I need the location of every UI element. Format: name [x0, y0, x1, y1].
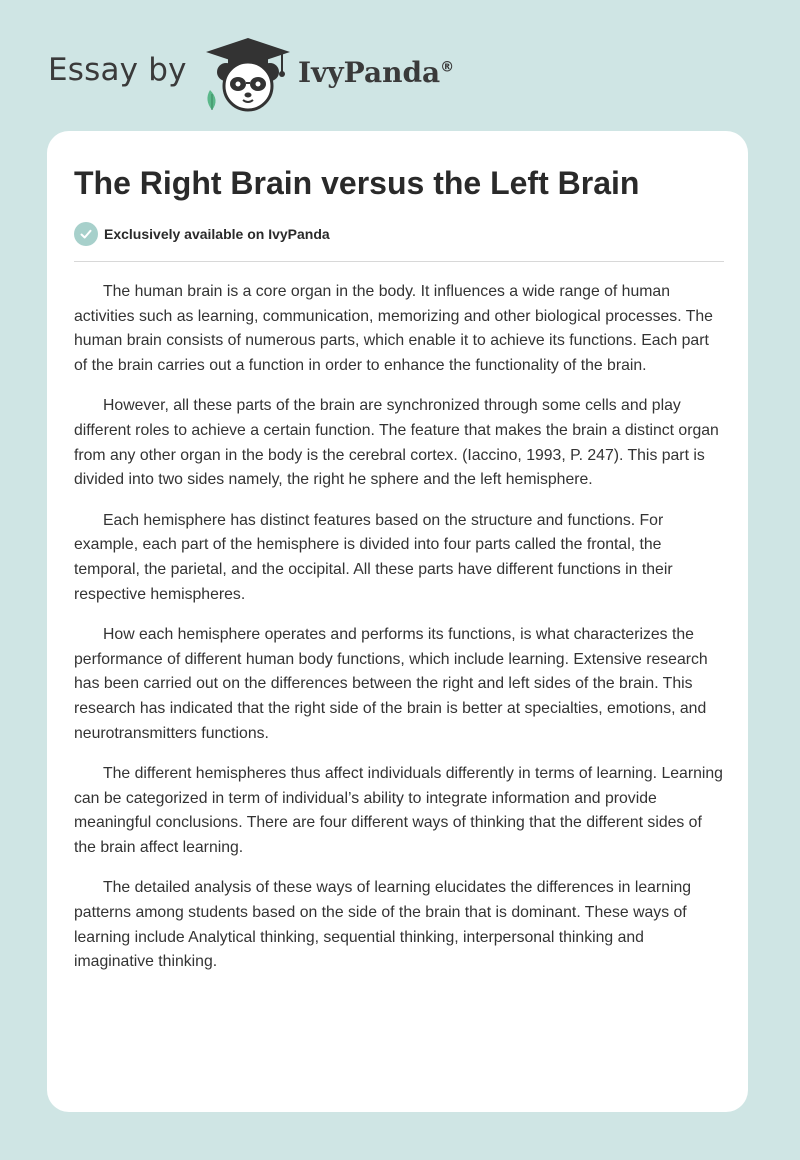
exclusive-badge-label: Exclusively available on IvyPanda	[104, 226, 330, 242]
check-circle-icon	[74, 222, 98, 246]
paragraph: The different hemispheres thus affect individuals differently in terms of learning. Learning can be categorized in term of individual’s ability to integrate information and provide meaningful conclusions. There are four different ways of thinking that the different sides of the brain affect learning.	[74, 765, 723, 856]
exclusive-badge	[74, 222, 330, 246]
paragraph: The human brain is a core organ in the body. It influences a wide range of human activities such as learning, communication, memorizing and other biological processes. The human brain consists of numerous parts, which enable it to achieve its functions. Each part of the brain carries out a function in order to enhance the functionality of the brain.	[74, 283, 713, 374]
paragraph: The detailed analysis of these ways of learning elucidates the differences in learning patterns among students based on the side of the brain that is dominant. These ways of learning include Analytical thinking, sequential thinking, interpersonal thinking and imaginative thinking.	[74, 879, 692, 971]
essay-by-label: Essay by	[48, 52, 187, 88]
brand-name[interactable]: IvyPanda®	[298, 56, 455, 89]
paragraph: Each hemisphere has distinct features based on the structure and functions. For example, each part of the hemisphere is divided into four parts called the frontal, the temporal, the parietal, and the occipital. All these parts have different functions in their respective hemispheres.	[74, 511, 673, 603]
page-title: The Right Brain versus the Left Brain	[74, 165, 640, 201]
divider	[74, 261, 724, 262]
panda-graduation-cap-icon	[202, 34, 294, 112]
essay-body	[74, 280, 724, 991]
site-header	[48, 34, 508, 114]
essay-card	[47, 131, 748, 1112]
paragraph: How each hemisphere operates and performs its functions, is what characterizes the performance of different human body functions, which include learning. Extensive research has been carried out on the differences between the right and left sides of the brain. This research has indicated that the right side of the brain is better at specialties, emotions, and neurotransmitters functions.	[74, 626, 708, 742]
paragraph: However, all these parts of the brain are synchronized through some cells and play different roles to achieve a certain function. The feature that makes the brain a distinct organ from any other organ in the body is the cerebral cortex. (Iaccino, 1993, P. 247). This part is divided into two sides namely, the right he sphere and the left hemisphere.	[74, 397, 719, 489]
